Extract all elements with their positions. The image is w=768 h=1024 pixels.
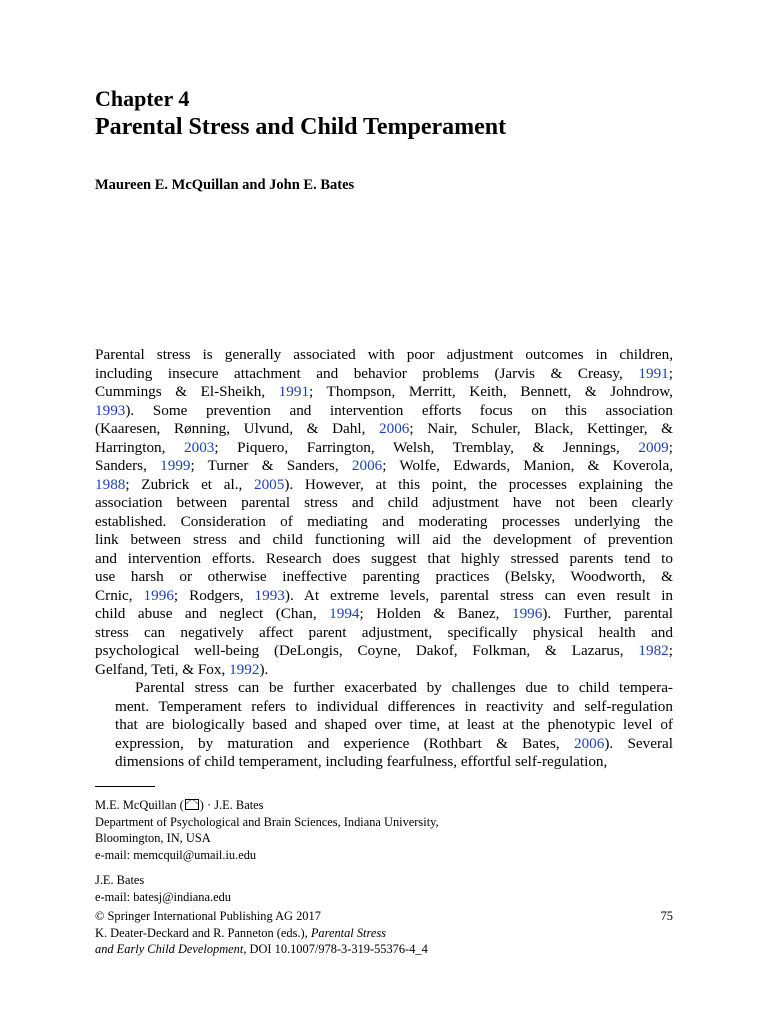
citation-link[interactable]: 2006 <box>351 457 383 474</box>
text-run: use harsh or otherwise ineffective parenting practices (Belsky, Woodworth, & <box>95 568 673 585</box>
book-editors: K. Deater-Deckard and R. Panneton (eds.), <box>95 925 311 940</box>
text-run: ; <box>668 642 673 659</box>
text-run: (Kaaresen, Rønning, Ulvund, & Dahl, <box>95 420 380 437</box>
citation-link[interactable]: 2006 <box>573 734 605 752</box>
text-run: ; Turner & Sanders, <box>190 457 352 474</box>
text-run: including insecure attachment and behavior problems (Jarvis & Creasy, <box>95 364 639 382</box>
text-run: ). Several <box>604 734 673 752</box>
chapter-number: Chapter 4 <box>95 86 190 111</box>
body-text <box>95 346 673 772</box>
text-line <box>95 476 673 495</box>
text-line <box>95 494 673 513</box>
text-line <box>95 550 673 569</box>
text-run: Parental stress is generally associated with poor adjustment outcomes in children, <box>95 346 673 363</box>
text-line <box>95 439 673 458</box>
copyright-block <box>95 908 673 958</box>
text-line <box>95 420 673 439</box>
citation-link[interactable]: 2005 <box>253 475 285 493</box>
text-run: Cummings & El-Sheikh, <box>95 383 279 400</box>
book-title-part2: and Early Child Development <box>95 942 244 956</box>
citation-link[interactable]: 1994 <box>329 605 360 622</box>
text-line <box>95 642 673 661</box>
text-run: ; Thompson, Merritt, Keith, Bennett, & Johndrow, <box>309 383 673 400</box>
book-title-part1: Parental Stress <box>310 925 386 940</box>
citation-link[interactable]: 1991 <box>278 383 310 400</box>
text-line <box>95 624 673 643</box>
chapter-authors: Maureen E. McQuillan and John E. Bates <box>95 177 355 193</box>
affiliation-line: Department of Psychological and Brain Sciences, Indiana University, <box>95 814 439 829</box>
text-line <box>95 365 673 384</box>
text-run: that are biologically based and shaped over time, at least at the phenotypic level of <box>115 716 673 733</box>
author1-email: e-mail: memcquil@umail.iu.edu <box>95 847 257 862</box>
text-run: ; <box>668 438 673 456</box>
text-run: ; Zubrick et al., <box>125 475 254 493</box>
text-line <box>95 605 673 624</box>
corresponding-author-line <box>95 797 673 814</box>
citation-link[interactable]: 1996 <box>143 586 174 604</box>
text-run: association between parental stress and child adjustment have not been clearly <box>95 494 673 511</box>
text-line <box>95 568 673 587</box>
citation-link[interactable]: 1993 <box>95 401 126 419</box>
text-run: established. Consideration of mediating and moderating processes underlying the <box>95 512 673 530</box>
text-run: stress can negatively affect parent adjustment, specifically physical health and <box>95 623 673 641</box>
text-run: and intervention efforts. Research does suggest that highly stressed parents tend to <box>95 549 673 567</box>
footnote-rule <box>95 786 155 787</box>
text-run: ). Some prevention and intervention efforts focus on this association <box>125 401 673 419</box>
paragraph-1 <box>95 346 673 679</box>
text-run: Parental stress can be further exacerbated by challenges due to child tempera- <box>135 679 673 696</box>
page-number: 75 <box>660 909 673 923</box>
text-line <box>95 402 673 421</box>
citation-link[interactable]: 1999 <box>160 457 191 474</box>
text-run: child abuse and neglect (Chan, <box>95 605 330 622</box>
text-run: ). At extreme levels, parental stress can even result in <box>284 586 674 604</box>
affiliation-location: Bloomington, IN, USA <box>95 831 211 845</box>
book-citation-line2 <box>95 941 673 958</box>
citation-link[interactable]: 2006 <box>379 420 410 437</box>
text-line <box>95 661 673 680</box>
text-line <box>95 457 673 476</box>
text-run: ; Wolfe, Edwards, Manion, & Koverola, <box>382 457 673 474</box>
text-line <box>95 513 673 532</box>
text-run: ). <box>259 660 269 678</box>
envelope-icon <box>185 799 199 810</box>
paragraph-2 <box>95 679 673 772</box>
text-run: expression, by maturation and experience (Rothbart & Bates, <box>115 734 574 752</box>
author-footnotes <box>95 797 673 905</box>
text-line <box>95 587 673 606</box>
text-line <box>95 383 673 402</box>
text-line <box>95 735 673 754</box>
coauthor-name: ) · J.E. Bates <box>199 798 264 812</box>
citation-link[interactable]: 1982 <box>638 642 669 659</box>
text-line <box>95 531 673 550</box>
text-line <box>95 679 673 698</box>
text-line <box>95 346 673 365</box>
text-run: ; Nair, Schuler, Black, Kettinger, & <box>409 420 673 437</box>
citation-link[interactable]: 1988 <box>95 475 126 493</box>
text-run: ). However, at this point, the processes explaining the <box>284 475 673 493</box>
text-run: Gelfand, Teti, & Fox, <box>95 660 230 678</box>
copyright-line: © Springer International Publishing AG 2017 <box>95 909 321 923</box>
citation-link[interactable]: 2009 <box>638 438 669 456</box>
text-run: ; <box>668 364 673 382</box>
citation-link[interactable]: 1991 <box>638 364 669 382</box>
author2-name: J.E. Bates <box>95 873 145 887</box>
text-run: ; Piquero, Farrington, Welsh, Tremblay, & Jennings, <box>214 438 639 456</box>
text-run: ment. Temperament refers to individual differences in reactivity and self-regulation <box>115 697 673 715</box>
citation-link[interactable]: 1992 <box>229 660 260 678</box>
text-run: ; Holden & Banez, <box>359 605 512 622</box>
text-run: psychological well-being (DeLongis, Coyne, Dakof, Folkman, & Lazarus, <box>95 642 639 659</box>
text-run: dimensions of child temperament, including fearfulness, effortful self-regulation, <box>115 753 608 770</box>
citation-link[interactable]: 1993 <box>254 586 285 604</box>
chapter-title: Parental Stress and Child Temperament <box>95 114 507 140</box>
author2-email: e-mail: batesj@indiana.edu <box>95 889 231 904</box>
book-citation-line1 <box>95 925 673 942</box>
text-run: Sanders, <box>95 457 161 474</box>
author1-name: M.E. McQuillan ( <box>95 798 184 812</box>
text-line <box>95 716 673 735</box>
text-line <box>95 753 673 772</box>
text-run: link between stress and child functioning will aid the development of prevention <box>95 531 673 548</box>
text-run: Harrington, <box>95 438 184 456</box>
text-run: ). Further, parental <box>542 605 673 622</box>
text-run: Crnic, <box>95 586 144 604</box>
citation-link[interactable]: 2003 <box>184 438 215 456</box>
citation-link[interactable]: 1996 <box>511 605 543 622</box>
doi: , DOI 10.1007/978-3-319-55376-4_4 <box>243 942 428 956</box>
text-run: ; Rodgers, <box>173 586 255 604</box>
text-line <box>95 698 673 717</box>
